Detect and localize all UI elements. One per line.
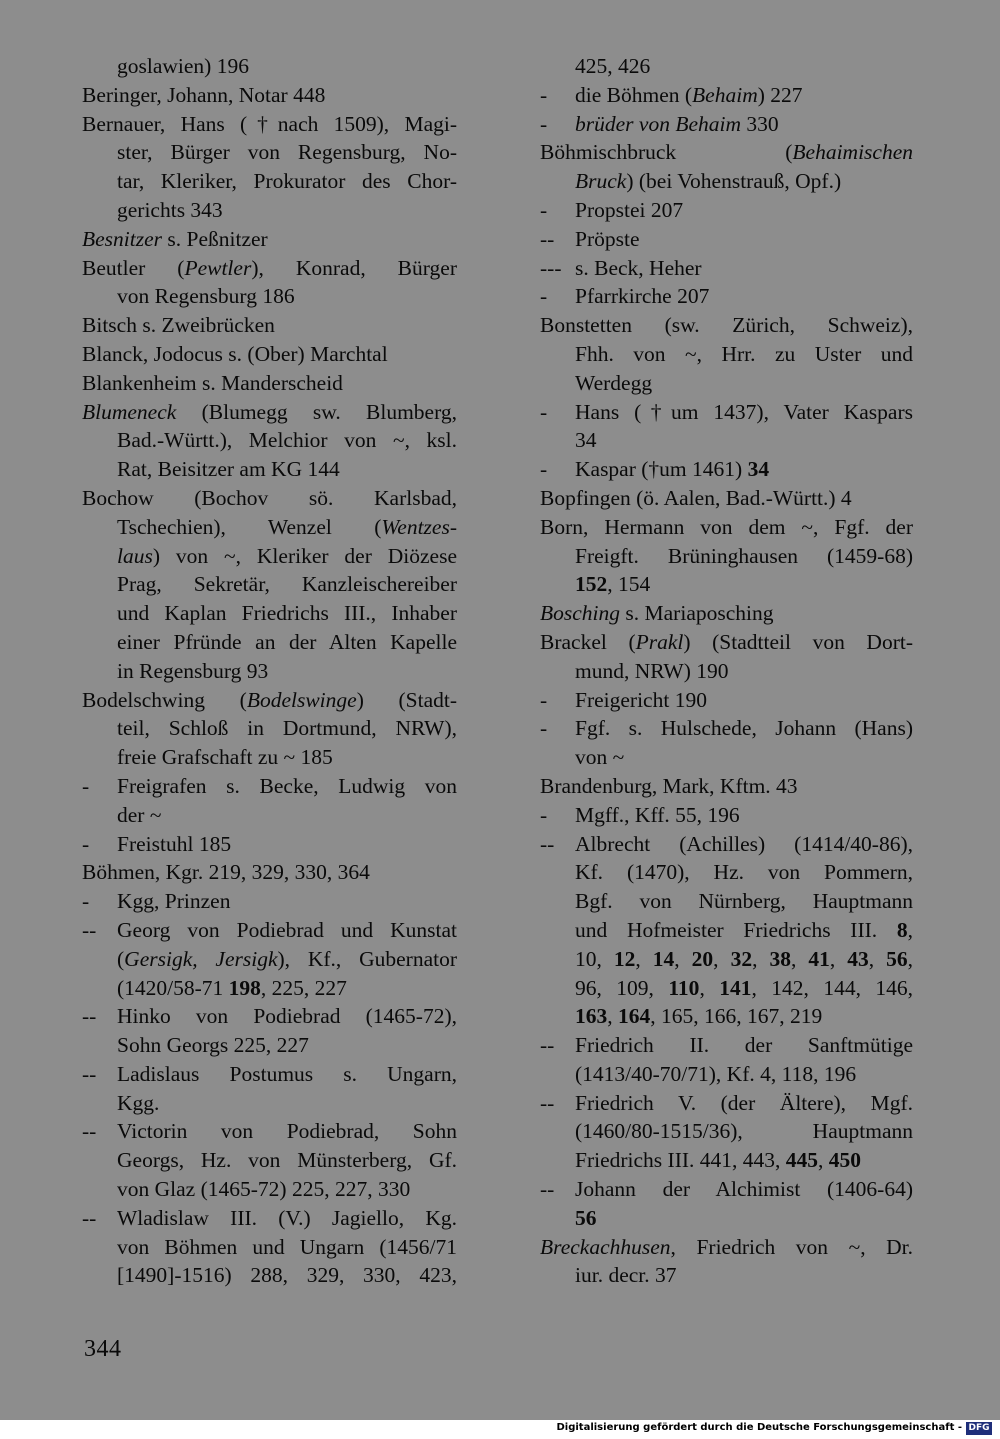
index-subentry (540, 110, 913, 139)
subentry-dash: -- (540, 1090, 555, 1115)
index-line-text: laus) von ~, Kleriker der Diözese (117, 543, 457, 568)
index-entry (540, 484, 913, 513)
index-entry-continuation (540, 52, 913, 81)
index-entry-continuation (82, 282, 457, 311)
index-line-text: Beringer, Johann, Notar 448 (82, 82, 326, 107)
subentry-dash: -- (82, 1061, 97, 1086)
index-line-text: Besnitzer s. Peßnitzer (82, 226, 268, 251)
index-line-text: Freistuhl 185 (117, 831, 232, 856)
index-line-text: Pfarrkirche 207 (575, 284, 710, 309)
subentry-dash: -- (540, 1033, 555, 1058)
index-entry-continuation (82, 1175, 457, 1204)
index-entry-continuation (82, 1233, 457, 1262)
index-entry-continuation (82, 138, 457, 167)
index-entry-continuation (82, 974, 457, 1003)
index-line-text: Werdegg (575, 370, 653, 395)
index-line-text: Albrecht (Achilles) (1414/40-86), (575, 831, 913, 856)
index-line-text: Ladislaus Postumus s. Ungarn, (117, 1061, 457, 1086)
subentry-dash: - (540, 687, 548, 712)
index-line-text: 34 (575, 428, 597, 453)
index-subentry (540, 714, 913, 743)
index-line-text: Blankenheim s. Manderscheid (82, 370, 343, 395)
index-subentry (82, 1204, 457, 1233)
index-entry-continuation (82, 743, 457, 772)
index-entry (540, 772, 913, 801)
index-line-text: gerichts 343 (117, 197, 223, 222)
index-subentry (540, 196, 913, 225)
index-line-text: Fhh. von ~, Hrr. zu Uster und (575, 341, 913, 366)
index-line-text: Born, Hermann von dem ~, Fgf. der (540, 514, 913, 539)
index-entry-continuation (540, 340, 913, 369)
index-entry-continuation (82, 542, 457, 571)
subentry-dash: -- (540, 831, 555, 856)
subentry-dash: - (540, 399, 548, 424)
index-line-text: Freigericht 190 (575, 687, 707, 712)
index-entry-continuation (82, 455, 457, 484)
index-entry-continuation (540, 858, 913, 887)
index-line-text: Bopfingen (ö. Aalen, Bad.-Württ.) 4 (540, 485, 852, 510)
index-line-text: (1460/80-1515/36), Hauptmann (575, 1119, 913, 1144)
index-line-text: Böhmischbruck (Behaimischen (540, 140, 913, 165)
index-line-text: die Böhmen (Behaim) 227 (575, 82, 803, 107)
footer-credit: Digitalisierung gefördert durch die Deutsche Forschungsgemeinschaft - (556, 1422, 962, 1433)
index-line-text: Bosching s. Mariaposching (540, 601, 774, 626)
index-subentry (82, 830, 457, 859)
index-entry (540, 628, 913, 657)
index-line-text: Blanck, Jodocus s. (Ober) Marchtal (82, 341, 388, 366)
index-line-text: Bruck) (bei Vohenstrauß, Opf.) (575, 169, 842, 194)
index-entry (82, 81, 457, 110)
index-subentry (540, 282, 913, 311)
index-entry-continuation (540, 426, 913, 455)
index-line-text: Bad.-Württ.), Melchior von ~, ksl. (117, 428, 457, 453)
index-entry (82, 484, 457, 513)
index-entry-continuation (82, 426, 457, 455)
index-line-text: Böhmen, Kgr. 219, 329, 330, 364 (82, 860, 370, 885)
index-line-text: Victorin von Podiebrad, Sohn (117, 1119, 457, 1144)
subentry-dash: - (540, 111, 548, 136)
index-entry (82, 225, 457, 254)
index-entry-continuation (540, 1146, 913, 1175)
subentry-dash: - (540, 82, 548, 107)
index-entry-continuation (540, 1261, 913, 1290)
index-line-text: brüder von Behaim 330 (575, 111, 779, 136)
subentry-dash: -- (82, 917, 97, 942)
index-subentry (540, 1089, 913, 1118)
index-line-text: von ~ (575, 745, 625, 770)
index-line-text: Beutler (Pewtler), Konrad, Bürger (82, 255, 457, 280)
index-entry-continuation (82, 196, 457, 225)
index-line-text: Tschechien), Wenzel (Wentzes- (117, 514, 457, 539)
index-subentry (82, 916, 457, 945)
subentry-dash: - (82, 831, 90, 856)
index-entry (82, 254, 457, 283)
subentry-dash: - (82, 889, 90, 914)
index-line-text: Georgs, Hz. von Münsterberg, Gf. (117, 1148, 457, 1173)
subentry-dash: -- (540, 226, 555, 251)
index-line-text: und Hofmeister Friedrichs III. 8, (575, 917, 913, 942)
index-line-text: 163, 164, 165, 166, 167, 219 (575, 1004, 823, 1029)
index-subentry (540, 455, 913, 484)
index-line-text: Kgg. (117, 1090, 160, 1115)
index-column-right (540, 52, 913, 1290)
index-line-text: freie Grafschaft zu ~ 185 (117, 745, 333, 770)
index-line-text: von Böhmen und Ungarn (1456/71 (117, 1234, 457, 1259)
index-line-text: Blumeneck (Blumegg sw. Blumberg, (82, 399, 457, 424)
index-line-text: Bochow (Bochov sö. Karlsbad, (82, 485, 457, 510)
index-entry-continuation (82, 1261, 457, 1290)
index-subentry (540, 1175, 913, 1204)
subentry-dash: - (540, 802, 548, 827)
index-subentry (82, 1060, 457, 1089)
index-entry-continuation (82, 599, 457, 628)
index-line-text: 56 (575, 1205, 597, 1230)
index-subentry (540, 686, 913, 715)
index-entry (540, 311, 913, 340)
index-entry-continuation (82, 513, 457, 542)
index-line-text: Johann der Alchimist (1406-64) (575, 1177, 913, 1202)
index-line-text: mund, NRW) 190 (575, 658, 729, 683)
index-line-text: Bitsch s. Zweibrücken (82, 313, 275, 338)
index-line-text: Propstei 207 (575, 197, 684, 222)
index-column-left (82, 52, 457, 1290)
index-subentry (82, 887, 457, 916)
index-subentry (540, 254, 913, 283)
index-line-text: Brandenburg, Mark, Kftm. 43 (540, 773, 798, 798)
index-subentry (540, 801, 913, 830)
index-entry (540, 1233, 913, 1262)
index-line-text: (1420/58-71 198, 225, 227 (117, 975, 347, 1000)
subentry-dash: - (540, 284, 548, 309)
index-line-text: Brackel (Prakl) (Stadtteil von Dort- (540, 629, 913, 654)
index-entry (540, 513, 913, 542)
index-line-text: 10, 12, 14, 20, 32, 38, 41, 43, 56, (575, 946, 913, 971)
index-line-text: Mgff., Kff. 55, 196 (575, 802, 740, 827)
index-subentry (540, 398, 913, 427)
subentry-dash: -- (82, 1205, 97, 1230)
index-line-text: [1490]-1516) 288, 329, 330, 423, (117, 1263, 457, 1288)
index-entry (82, 369, 457, 398)
index-entry (82, 398, 457, 427)
index-line-text: Kf. (1470), Hz. von Pommern, (575, 860, 913, 885)
index-line-text: Sohn Georgs 225, 227 (117, 1033, 309, 1058)
index-line-text: 96, 109, 110, 141, 142, 144, 146, (575, 975, 913, 1000)
index-line-text: von Regensburg 186 (117, 284, 295, 309)
subentry-dash: - (540, 197, 548, 222)
index-entry-continuation (82, 167, 457, 196)
index-line-text: in Regensburg 93 (117, 658, 269, 683)
index-line-text: Bernauer, Hans (†nach 1509), Magi- (82, 111, 457, 136)
index-line-text: Freigft. Brüninghausen (1459-68) (575, 543, 913, 568)
index-entry (82, 686, 457, 715)
index-entry-continuation (82, 657, 457, 686)
index-line-text: Prag, Sekretär, Kanzleischereiber (117, 572, 457, 597)
index-line-text: 425, 426 (575, 54, 651, 78)
index-line-text: einer Pfründe an der Alten Kapelle (117, 629, 457, 654)
index-subentry (540, 225, 913, 254)
index-line-text: von Glaz (1465-72) 225, 227, 330 (117, 1177, 411, 1202)
index-subentry (82, 1002, 457, 1031)
index-entry (540, 138, 913, 167)
index-entry (82, 858, 457, 887)
index-line-text: iur. decr. 37 (575, 1263, 677, 1288)
index-entry (82, 110, 457, 139)
index-entry-continuation (540, 542, 913, 571)
index-line-text: s. Beck, Heher (575, 255, 702, 280)
index-entry-continuation (540, 167, 913, 196)
subentry-dash: -- (540, 1177, 555, 1202)
index-line-text: Hans (†um 1437), Vater Kaspars (575, 399, 913, 424)
index-entry-continuation (540, 945, 913, 974)
index-line-text: Friedrich II. der Sanftmütige (575, 1033, 913, 1058)
index-line-text: tar, Kleriker, Prokurator des Chor- (117, 169, 457, 194)
index-line-text: Bodelschwing (Bodelswinge) (Stadt- (82, 687, 457, 712)
index-line-text: Rat, Beisitzer am KG 144 (117, 457, 340, 482)
index-entry-continuation (82, 945, 457, 974)
index-entry-continuation (82, 570, 457, 599)
dfg-logo: DFG (966, 1422, 992, 1435)
index-line-text: und Kaplan Friedrichs III., Inhaber (117, 601, 457, 626)
index-subentry (82, 772, 457, 801)
subentry-dash: - (540, 716, 548, 741)
subentry-dash: --- (540, 255, 562, 280)
index-entry-continuation (82, 52, 457, 81)
index-entry-continuation (540, 1204, 913, 1233)
index-entry-continuation (540, 974, 913, 1003)
index-entry-continuation (540, 743, 913, 772)
index-entry-continuation (540, 1002, 913, 1031)
index-entry-continuation (82, 714, 457, 743)
index-line-text: (1413/40-70/71), Kf. 4, 118, 196 (575, 1061, 857, 1086)
index-entry-continuation (540, 916, 913, 945)
subentry-dash: - (540, 457, 548, 482)
index-subentry (540, 830, 913, 859)
index-entry-continuation (82, 1089, 457, 1118)
index-line-text: Hinko von Podiebrad (1465-72), (117, 1004, 457, 1029)
index-line-text: 152, 154 (575, 572, 651, 597)
index-line-text: Pröpste (575, 226, 640, 251)
index-line-text: goslawien) 196 (117, 54, 249, 78)
index-line-text: teil, Schloß in Dortmund, NRW), (117, 716, 457, 741)
index-line-text: Fgf. s. Hulschede, Johann (Hans) (575, 716, 913, 741)
index-entry-continuation (540, 657, 913, 686)
index-line-text: Freigrafen s. Becke, Ludwig von (117, 773, 457, 798)
index-line-text: Wladislaw III. (V.) Jagiello, Kg. (117, 1205, 457, 1230)
index-entry-continuation (540, 570, 913, 599)
index-entry-continuation (540, 1117, 913, 1146)
index-entry (540, 599, 913, 628)
index-entry-continuation (540, 1060, 913, 1089)
index-line-text: Kgg, Prinzen (117, 889, 231, 914)
subentry-dash: - (82, 773, 90, 798)
index-entry (82, 340, 457, 369)
index-subentry (540, 81, 913, 110)
index-entry-continuation (82, 801, 457, 830)
index-entry-continuation (82, 628, 457, 657)
index-subentry (82, 1117, 457, 1146)
index-entry-continuation (82, 1146, 457, 1175)
subentry-dash: -- (82, 1004, 97, 1029)
index-line-text: Bonstetten (sw. Zürich, Schweiz), (540, 313, 913, 338)
index-line-text: Breckachhusen, Friedrich von ~, Dr. (540, 1234, 913, 1259)
index-line-text: Friedrichs III. 441, 443, 445, 450 (575, 1148, 862, 1173)
index-line-text: Georg von Podiebrad und Kunstat (117, 917, 457, 942)
page-number: 344 (84, 1336, 122, 1362)
index-entry-continuation (540, 887, 913, 916)
index-line-text: ster, Bürger von Regensburg, No- (117, 140, 457, 165)
index-line-text: (Gersigk, Jersigk), Kf., Gubernator (117, 946, 457, 971)
index-line-text: der ~ (117, 802, 162, 827)
index-entry-continuation (82, 1031, 457, 1060)
index-entry-continuation (540, 369, 913, 398)
index-line-text: Friedrich V. (der Ältere), Mgf. (575, 1090, 913, 1115)
index-entry (82, 311, 457, 340)
index-line-text: Kaspar (†um 1461) 34 (575, 457, 770, 482)
subentry-dash: -- (82, 1119, 97, 1144)
index-line-text: Bgf. von Nürnberg, Hauptmann (575, 889, 913, 914)
index-subentry (540, 1031, 913, 1060)
